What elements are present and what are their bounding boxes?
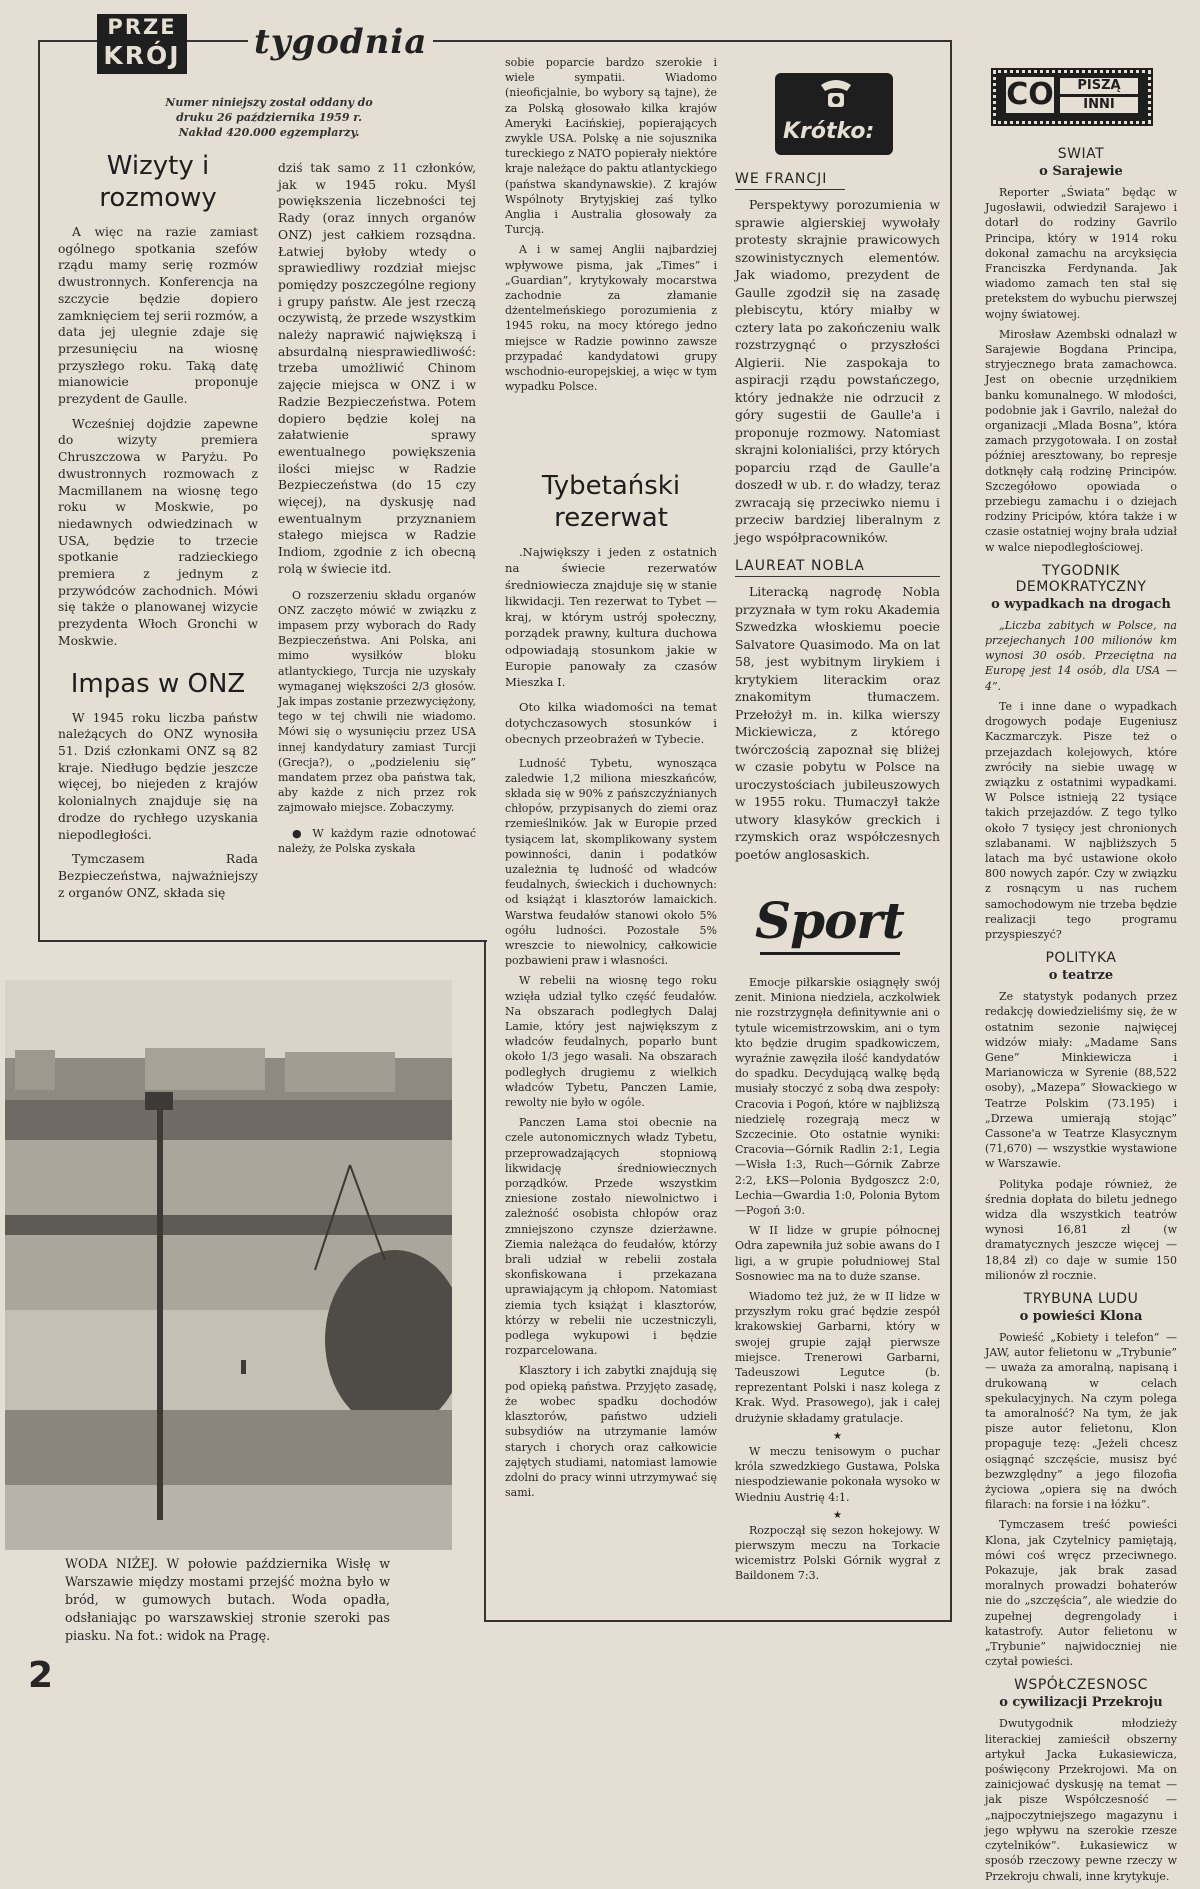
publication-topic: o Sarajewie xyxy=(1039,164,1123,179)
frame-step-line xyxy=(38,940,487,942)
column-5 xyxy=(985,138,1177,1889)
impas-paragraph: dziś tak samo z 11 członków, jak w 1945 roku. Myśl powiększenia liczebności tej Rady (oraz innych organów ONZ) jest całkiem rozsądna. Łatwiej byłoby wtedy o sprawiedliwy rozdział miejsc pomiędzy poszczególne regiony i grupy państw. Ale jest rzeczą oczywistą, że przede wszystkim należy naprawić największą i absurdalną niesprawiedliwość: trzeba umożliwić Chinom zajęcie miejsca w ONZ i w Radzie Bezpieczeństwa. Potem dopiero będzie kolej na załatwienie sprawy ewentualnego powiększenia ilości miejsc w Radzie Bezpieczeństwa (do 15 czy więcej), na dyskusję nad ewentualnym przyznaniem stałego miejsca w Radzie Indiom, zgodnie z ich obecną rolą w świecie itd. xyxy=(278,161,476,576)
tybet-paragraph: Panczen Lama stoi obecnie na czele autonomicznych władz Tybetu, przeprowadzających stopniową likwidację średniowiecznych porządków. Przede wszystkim zniesione zostało niewolnictwo i zależność osobista chłopów oraz zmniejszono czynsze dzierżawne. Ziemia należąca do feudałów, którzy brali udział w rebelii została skonfiskowana i przekazana uprawiającym ją chłopom. Natomiast ziemia tych książąt i klasztorów, którzy w rebelii nie uczestniczyli, podlega wykupowi i będzie rozparcelowana. xyxy=(505,1116,717,1358)
sport-paragraph: W meczu tenisowym o puchar króla szwedzkiego Gustawa, Polska niespodziewanie pokonała wysoko w Wiedniu Austrię 4:1. xyxy=(735,1444,940,1504)
sport-logo: Sport xyxy=(755,891,904,950)
impas-paragraph: A i w samej Anglii najbardziej wpływowe pisma, jak „Times” i „Guardian”, krytykowały mocarstwa zachodnie za złamanie dżentelmeńskiego porozumienia z 1945 roku, na mocy którego jedno miejsce w Radzie powinno zawsze przypadać kandydatowi grupy wschodnio-europejskiej, a więc w tym wypadku Polsce. xyxy=(505,243,717,394)
headline-impas: Impas w ONZ xyxy=(70,668,246,699)
publication-name: TRYBUNA LUDU xyxy=(1023,1291,1139,1307)
tybet-paragraph: Ludność Tybetu, wynosząca zaledwie 1,2 miliona mieszkańców, składa się w 90% z pańszczyźnianych chłopów, przypisanych do ziemi oraz rzemieślników. Jak w Europie przed tysiącem lat, skomplikowany system powinności, danin i podatków uzależnia tę ludność od władców feudalnych, świeckich i duchownych: od książąt i klasztorów lamaickich. Warstwa feudałów stanowi około 5% ogółu ludności. Pozostałe 5% wreszcie to niewolnicy, całkowicie pozbawieni praw i własności. xyxy=(505,756,717,968)
headline-wizyty: Wizyty i rozmowy xyxy=(99,151,217,213)
tybet-paragraph: .Największy i jeden z ostatnich na świecie rezerwatów średniowiecza znajduje się w stanie likwidacji. Ten rezerwat to Tybet — kraj, w którym ustrój społeczny, porządek prawny, kultura duchowa odpowiadają stosunkom jakie w Europie panowały za czasów Mieszka I. xyxy=(505,545,717,690)
star-separator: ★ xyxy=(833,1509,842,1521)
section-head-nobel: LAUREAT NOBLA xyxy=(735,558,940,577)
photo-caption: WODA NIŻEJ. W połowie października Wisłę w Warszawie między mostami przejść można było w bród, w gumowych butach. Woda opadła, odsłaniając po warszawskiej stronie szeroki pas piasku. Na fot.: widok na Pragę. xyxy=(65,1556,390,1643)
copisza-paragraph: Dwutygodnik młodzieży literackiej zamieścił obszerny artykuł Jacka Łukasiewicza, poświęcony Przekrojowi. Ma on zainicjować dyskusję na temat — jak pisze Współczesność — „najpoczytniejszego magazynu i jego wpływu na szerokie rzesze czytelników”. Łukasiewicz w sposób rzeczowy pewne rzeczy w Przekroju chwali, inne krytykuje. xyxy=(985,1717,1177,1883)
copisza-logo-inni: INNI xyxy=(1060,97,1138,113)
krotko-logo-text: Krótko: xyxy=(783,119,875,144)
nobel-paragraph: Literacką nagrodę Nobla przyznała w tym roku Akademia Szwedzka włoskiemu poecie Salvatore Quasimodo. Ma on lat 58, jest wybitnym lirykiem i krytykiem literackim oraz znakomitym tłumaczem. Przełożył m. in. kilka wierszy Mickiewicza, z którego twórczością zapoznał się bliżej w czasie pobytu w Polsce na uroczystościach jubileuszowych w 1955 roku. Tłumaczył także utwory klasyków greckich i rzymskich oraz współczesnych poetów anglosaskich. xyxy=(735,584,940,862)
photo-praga xyxy=(5,980,452,1550)
copisza-paragraph: Te i inne dane o wypadkach drogowych podaje Eugeniusz Kaczmarczyk. Pisze też o przejazdach kolejowych, które zwróciły na siebie uwagę w związku z ostatnimi wypadkami. W Polsce istnieją 22 tysiące takich przejazdów. Z tego tylko około 7 tysięcy jest chronionych szlabanami. W najbliższych 5 latach ma być ustawione około 800 nowych zapór. Czy w związku z rosnącym u nas ruchem samochodowym nie trzeba będzie realizacji tego programu przyspieszyć? xyxy=(985,699,1177,941)
sport-underline xyxy=(760,952,900,955)
publication-name: POLITYKA xyxy=(1045,950,1117,967)
krotko-logo xyxy=(775,73,893,155)
tybet-paragraph: Klasztory i ich zabytki znajdują się pod opieką państwa. Przyjęto zasadę, że wobec spadku dochodów klasztorów, państwo udzieli subsydiów na utrzymanie lamów starych i chorych oraz całkowicie zajętych studiami, natomiast lamowie zdolni do pracy winni utrzymywać się sami. xyxy=(505,1364,717,1500)
copisza-logo-pisza: PISZĄ xyxy=(1060,78,1138,94)
tybet-paragraph: Oto kilka wiadomości na temat dotychczasowych stosunków i obecnych przeobrażeń w Tybecie. xyxy=(505,699,717,747)
column-3-tybet xyxy=(505,470,717,1505)
page-number: 2 xyxy=(28,1655,54,1696)
copisza-paragraph: Reporter „Świata” będąc w Jugosławii, odwiedził Sarajewo i dotarł do rodziny Gavrilo Principa, który w 1914 roku dokonał zamachu na arcyksięcia Franciszka Ferdynanda. Jak wiadomo zamach ten stał się pretekstem do wybuchu pierwszej wojny światowej. xyxy=(985,186,1177,321)
impas-paragraph: W 1945 roku liczba państw należących do ONZ wynosiła 51. Dziś członkami ONZ są 82 kraje. Niedługo będzie jeszcze więcej, bo niejeden z krajów kolonialnych znajduje się na drodze do rychłego uzyskania niepodległości. xyxy=(58,710,258,842)
impas-paragraph: sobie poparcie bardzo szerokie i wiele sympatii. Wiadomo (nieoficjalnie, bo wybory są tajne), że za Polską głosowało kilka krajów Ameryki Łacińskiej, popierających zwykle USA. Polskę a nie sojusznika tureckiego z NATO popierały niektóre kraje należące do paktu atlantyckiego (państwa skandynawskie). Z krajów Wspólnoty Brytyjskiej zaś tylko Anglia i Australia głosowały za Turcją. xyxy=(505,56,717,237)
star-separator: ★ xyxy=(833,1430,842,1442)
sport-paragraph: W II lidze w grupie północnej Odra zapewniła już sobie awans do I ligi, a w grupie południowej Stal Sosnowiec ma na to duże szanse. xyxy=(735,1224,940,1283)
publication-name: TYGODNIK DEMOKRATYCZNY xyxy=(1015,562,1147,595)
impas-paragraph: O rozszerzeniu składu organów ONZ zaczęto mówić w związku z impasem przy wyborach do Rady Bezpieczeństwa. Ani Polska, ani mimo wysiłków bloku atlantyckiego, Turcja nie uzyskały wymaganej większości 2/3 głosów. Jak impas zostanie przezwyciężony, tego w tej chwili nie wiadomo. Mówi się o wysunięciu przez USA innej kandydatury zamiast Turcji (Grecja?), o „podzieleniu się” mandatem przez oba państwa tak, aby każde z nich przez rok zajmowało miejsce. Zobaczymy. xyxy=(278,588,476,815)
publication-topic: o powieści Klona xyxy=(1019,1309,1143,1324)
telephone-icon xyxy=(811,77,861,113)
impas-paragraph: ● W każdym razie odnotować należy, że Polska zyskała xyxy=(278,826,476,855)
impas-paragraph: Tymczasem Rada Bezpieczeństwa, najważniejszy z organów ONZ, składa się xyxy=(58,852,258,900)
masthead-bottom-word: KRÓJ xyxy=(103,41,181,70)
wizyty-paragraph: Wcześniej dojdzie zapewne do wizyty premiera Chruszczowa w Paryżu. Po dwustronnych rozmowach z Macmillanem na wiosnę tego roku w Moskwie, po niedawnych odwiedzinach w USA, będzie to trzecie spotkanie radzieckiego premiera z jednym z przywódców zachodnich. Mówi się także o planowanej wizycie prezydenta Włoch Gronchi w Moskwie. xyxy=(58,416,258,648)
column-1 xyxy=(58,150,258,909)
sport-paragraph: Wiadomo też już, że w II lidze w przyszłym roku grać będzie zespół krakowskiej Garbarni, który w swojej grupie zajął pierwsze miejsce. Trenerowi Garbarni, Tadeuszowi Legutce (b. reprezentant Polski i nasz kolega z Krak. Wyd. Prasowego), jak i całej drużynie składamy gratulacje. xyxy=(735,1290,940,1425)
tybet-paragraph: W rebelii na wiosnę tego roku wzięła udział tylko część feudałów. Na obszarach podległych Dalaj Lamie, który jest największym z władców feudalnych, poparło bunt około 1/3 jego wasali. Na obszarach podległych drugiemu z wielkich władców Tybetu, Panczen Lamie, rewolty nie było w ogóle. xyxy=(505,974,717,1110)
francja-paragraph: Perspektywy porozumienia w sprawie algierskiej wywołały protesty skrajnie prawicowych szowinistycznych elementów. Jak wiadomo, prezydent de Gaulle zgodził się na zasadę plebiscytu, który miałby w cztery lata po zakończeniu walk rozstrzygnąć o przyszłości Algierii. Nie zaspokaja to aspiracji rządu powstańczego, który jednakże nie odrzucił z góry sugestii de Gaulle'a i proponuje rozmowy. Natomiast skrajni kolonialiści, przy których poparciu rząd de Gaulle'a doszedł w ub. r. do władzy, teraz zwracają się przeciwko niemu i przeciw bardziej liberalnym z jego współpracowników. xyxy=(735,197,940,545)
publication-name: SWIAT xyxy=(1057,146,1105,162)
masthead-logo xyxy=(97,14,187,74)
copisza-paragraph: Polityka podaje również, że średnia dopłata do biletu jednego widza dla wszystkich teatrów wynosi 16,81 zł (w dramatycznych jeszcze więcej — 18,84 zł) co daje w sumie 150 milionów zł rocznie. xyxy=(985,1177,1177,1282)
copisza-paragraph: Tymczasem treść powieści Klona, jak Czytelnicy pamiętają, mówi coś wręcz przeciwnego. Pokazuje, jak brak zasad moralnych prowadzi bohaterów nie do „szczęścia”, ale wiedzie do zupełnej degrengolady i katastrofy. Autor felietonu w „Trybunie” najwidoczniej nie czytał powieści. xyxy=(985,1518,1177,1669)
copisza-paragraph: Mirosław Azembski odnalazł w Sarajewie Bogdana Principa, stryjecznego brata zamachowca. Jest on obecnie urzędnikiem banku komunalnego. W młodości, podobnie jak i Gavrilo, należał do organizacji „Mlada Bosna”, która zamach przygotowała. I on został później aresztowany, bo represje dotknęły całą rodzinę Principów. Szczegółowo opowiada o przebiegu zamachu i o dziejach rodziny Pricipów, która także i w czasie ostatniej wojny brała udział w walce niepodległościowej. xyxy=(985,327,1177,554)
sport-paragraph: Rozpoczął się sezon hokejowy. W pierwszym meczu na Torkacie wicemistrz Polski Górnik wygrał z Baildonem 7:3. xyxy=(735,1523,940,1583)
print-note: Numer niniejszy został oddany do druku 26 października 1959 r. Nakład 420.000 egzemplarzy. xyxy=(165,96,373,139)
masthead-top-word: PRZE xyxy=(107,15,177,39)
photo-river-scene xyxy=(5,980,452,1550)
copisza-paragraph: Powieść „Kobiety i telefon” — JAW, autor felietonu w „Trybunie” — uważa za amoralną, napisaną i drukowaną w celach spekulacyjnych. Na czym polega ta amoralność? Na tym, że jak pisze autor felietonu, Klon propaguje tezę: „Jeżeli chcesz osiągnąć szczęście, musisz być bezwzględny” a jego filozofia życiowa „opiera się na dwóch filarach: na forsie i na łóżku”. xyxy=(985,1331,1177,1512)
publication-topic: o wypadkach na drogach xyxy=(991,596,1171,612)
publication-topic: o teatrze xyxy=(1048,968,1114,984)
copisza-logo-co: CO xyxy=(1006,77,1054,112)
sport-paragraph: Emocje piłkarskie osiągnęły swój zenit. Miniona niedziela, aczkolwiek nie rozstrzygnęła definitywnie ani o tytule wicemistrzowskim, ani o tym kto będzie drugim spadkowiczem, wyraźnie zawęziła ilość kandydatów do spadku. Decydującą walkę będą musiały stoczyć z sobą dwa zespoły: Cracovia i Pogoń, które w najbliższą niedzielę rozegrają mecz w Szczecinie. Oto ostatnie wyniki: Cracovia—Górnik Radlin 2:1, Legia—Wisła 1:3, Ruch—Górnik Zabrze 2:2, ŁKS—Polonia Bydgoszcz 2:0, Lechia—Gwardia 1:0, Polonia Bytom—Pogoń 3:0. xyxy=(735,976,940,1218)
publication-topic: o cywilizacji Przekroju xyxy=(999,1695,1163,1711)
copisza-paragraph: Ze statystyk podanych przez redakcję dowiedzieliśmy się, że w ostatnim sezonie najwięcej widzów miały: „Madame Sans Gene” Minkiewicza i Marianowicza w Syrenie (88,522 osoby), „Mazepa” Słowackiego w Teatrze Polskim (73.195) i „Drzewa umierają stojąc” Cassone'a w Teatrze Klasycznym (71,670) — wszystkie wystawione w Warszawie. xyxy=(985,990,1177,1171)
column-2 xyxy=(278,160,476,861)
section-head-francja: WE FRANCJI xyxy=(735,171,845,190)
column-4 xyxy=(735,165,940,871)
headline-tybet: Tybetański rezerwat xyxy=(541,471,681,533)
copisza-paragraph: „Liczba zabitych w Polsce, na przejechanych 100 milionów km wynosi 30 osób. Przeciętna na Europę jest 14 osób, dla USA — 4”. xyxy=(985,618,1177,693)
column-3-top xyxy=(505,55,717,399)
publication-name: WSPÓŁCZESNOSC xyxy=(1014,1677,1148,1694)
wizyty-paragraph: A więc na razie zamiast ogólnego spotkania szefów rządu mamy serię rozmów dwustronnych. Konferencja na szczycie będzie dopiero zamknięciem tej serii rozmów, a data jej ulegnie zdaje się przesunięciu na wiosnę przyszłego roku. Taką datę mianowicie proponuje prezydent de Gaulle. xyxy=(58,225,258,407)
masthead-script: tygodnia xyxy=(248,22,433,62)
copisza-logo xyxy=(993,70,1151,124)
column-4-sport xyxy=(735,975,940,1589)
